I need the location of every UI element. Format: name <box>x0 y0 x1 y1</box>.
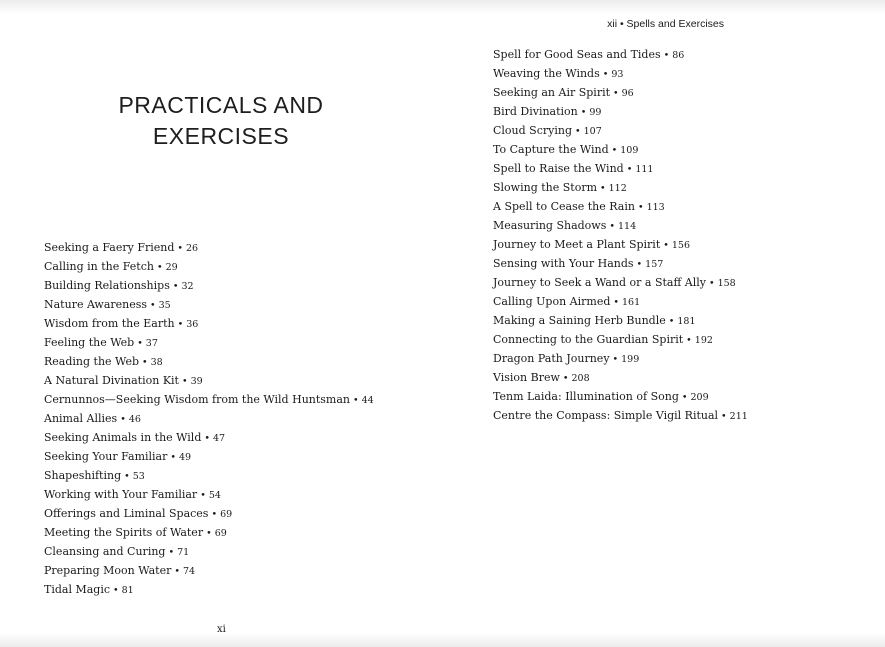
toc-entry <box>44 504 374 523</box>
toc-entry-title: Reading the Web <box>44 355 140 368</box>
toc-separator: • <box>168 547 175 558</box>
toc-separator: • <box>353 395 359 406</box>
toc-entry <box>493 178 748 197</box>
toc-entry <box>493 273 748 292</box>
toc-entry-title: A Spell to Cease the Rain <box>493 200 635 213</box>
toc-entry <box>44 238 374 257</box>
toc-separator: • <box>177 319 184 330</box>
toc-page-number: 114 <box>617 221 637 232</box>
toc-entry-title: Seeking an Air Spirit <box>493 86 611 99</box>
toc-entry <box>44 314 374 333</box>
toc-entry <box>44 485 374 504</box>
toc-entry-title: Making a Saining Herb Bundle <box>493 314 666 327</box>
toc-entry <box>493 140 748 159</box>
toc-entry <box>493 368 748 387</box>
toc-separator: • <box>156 262 163 273</box>
toc-separator: • <box>600 183 606 194</box>
toc-separator: • <box>137 338 143 349</box>
toc-page-number: 107 <box>583 126 602 137</box>
toc-entry-title: Journey to Seek a Wand or a Staff Ally <box>493 276 706 289</box>
running-head: xii • Spells and Exercises <box>607 18 724 30</box>
toc-entry <box>44 276 374 295</box>
toc-separator: • <box>708 278 715 289</box>
toc-entry <box>44 257 374 276</box>
toc-entry-title: Cloud Scrying <box>493 124 572 137</box>
toc-page-number: 96 <box>621 88 634 99</box>
toc-page-number: 69 <box>220 509 233 520</box>
toc-entry <box>44 428 374 447</box>
toc-page-number: 113 <box>646 202 665 213</box>
toc-separator: • <box>636 259 643 270</box>
toc-separator: • <box>206 528 212 539</box>
toc-separator: • <box>637 202 644 213</box>
toc-page-number: 74 <box>182 566 196 577</box>
toc-separator: • <box>668 316 675 327</box>
toc-entry-title: Offerings and Liminal Spaces <box>44 507 209 520</box>
toc-page-number: 111 <box>635 164 654 175</box>
toc-entry-title: Preparing Moon Water <box>44 564 172 577</box>
toc-entry-title: A Natural Divination Kit <box>44 374 179 387</box>
toc-separator: • <box>211 509 218 520</box>
toc-separator: • <box>611 145 618 156</box>
toc-separator: • <box>721 411 727 422</box>
toc-page-number: 71 <box>177 547 190 558</box>
toc-entry <box>493 311 748 330</box>
toc-separator: • <box>177 243 183 254</box>
toc-entry-title: Centre the Compass: Simple Vigil Ritual <box>493 409 719 422</box>
toc-entry-title: Bird Divination <box>493 105 578 118</box>
toc-page-number: 161 <box>621 297 641 308</box>
toc-page-number: 53 <box>132 471 145 482</box>
toc-entry <box>493 64 748 83</box>
toc-entry-title: Animal Allies <box>44 412 118 425</box>
toc-entry <box>44 466 374 485</box>
toc-entry-title: Building Relationships <box>44 279 170 292</box>
toc-entry-title: Meeting the Spirits of Water <box>44 526 204 539</box>
toc-separator: • <box>681 392 688 403</box>
toc-page-number: 109 <box>620 145 639 156</box>
toc-entry <box>493 387 748 406</box>
toc-page-number: 69 <box>214 528 227 539</box>
toc-separator: • <box>613 297 619 308</box>
toc-separator: • <box>613 88 619 99</box>
toc-page-number: 99 <box>589 107 602 118</box>
toc-entry-title: Feeling the Web <box>44 336 135 349</box>
toc-page-number: 112 <box>608 183 627 194</box>
toc-separator: • <box>120 414 126 425</box>
right-page <box>442 0 885 647</box>
toc-page-number: 158 <box>717 278 736 289</box>
toc-separator: • <box>686 335 692 346</box>
toc-separator: • <box>124 471 130 482</box>
toc-separator: • <box>626 164 633 175</box>
toc-separator: • <box>170 452 176 463</box>
toc-entry-title: To Capture the Wind <box>493 143 609 156</box>
page-title <box>0 90 442 152</box>
toc-page-number: 38 <box>150 357 163 368</box>
toc-page-number: 156 <box>671 240 690 251</box>
toc-page-number: 209 <box>690 392 709 403</box>
toc-page-number: 44 <box>361 395 374 406</box>
toc-entry <box>44 352 374 371</box>
toc-page-number: 157 <box>645 259 664 270</box>
toc-separator: • <box>562 373 569 384</box>
toc-entry <box>493 45 748 64</box>
toc-page-number: 54 <box>208 490 221 501</box>
toc-page-number: 86 <box>672 50 685 61</box>
toc-entry-title: Weaving the Winds <box>493 67 600 80</box>
toc-separator: • <box>663 50 670 61</box>
toc-separator: • <box>663 240 669 251</box>
toc-page-number: 36 <box>186 319 199 330</box>
toc-entry-title: Cleansing and Curing <box>44 545 166 558</box>
toc-entry <box>493 406 748 425</box>
toc-entry <box>493 292 748 311</box>
toc-page-number: 211 <box>729 411 748 422</box>
toc-page-number: 199 <box>621 354 640 365</box>
title-line-2: EXERCISES <box>152 123 290 149</box>
toc-entry-title: Sensing with Your Hands <box>493 257 634 270</box>
toc-separator: • <box>113 585 119 596</box>
toc-entry <box>44 447 374 466</box>
toc-entry <box>493 349 748 368</box>
toc-entry <box>493 330 748 349</box>
toc-entry-title: Calling in the Fetch <box>44 260 154 273</box>
toc-entry-title: Working with Your Familiar <box>44 488 198 501</box>
toc-entry <box>44 542 374 561</box>
toc-page-number: 47 <box>212 433 226 444</box>
toc-page-number: 49 <box>178 452 192 463</box>
toc-list-right <box>493 45 748 425</box>
toc-page-number: 29 <box>165 262 178 273</box>
toc-page-number: 46 <box>128 414 141 425</box>
toc-entry <box>44 390 374 409</box>
toc-entry-title: Shapeshifting <box>44 469 122 482</box>
toc-entry <box>493 102 748 121</box>
title-line-1: PRACTICALS AND <box>118 92 324 118</box>
toc-entry <box>493 235 748 254</box>
left-page <box>0 0 442 647</box>
toc-entry <box>44 333 374 352</box>
toc-entry <box>44 561 374 580</box>
toc-page-number: 26 <box>186 243 199 254</box>
toc-entry-title: Seeking a Faery Friend <box>44 241 175 254</box>
toc-separator: • <box>609 221 615 232</box>
toc-separator: • <box>174 566 180 577</box>
toc-page-number: 35 <box>158 300 171 311</box>
toc-entry-title: Tenm Laida: Illumination of Song <box>493 390 679 403</box>
toc-page-number: 93 <box>611 69 624 80</box>
toc-list-left <box>44 238 374 599</box>
toc-entry-title: Vision Brew <box>493 371 560 384</box>
toc-entry <box>493 254 748 273</box>
toc-separator: • <box>142 357 148 368</box>
toc-separator: • <box>612 354 619 365</box>
toc-separator: • <box>602 69 609 80</box>
toc-entry <box>493 197 748 216</box>
toc-page-number: 37 <box>145 338 158 349</box>
toc-entry-title: Calling Upon Airmed <box>493 295 611 308</box>
toc-separator: • <box>580 107 587 118</box>
toc-entry <box>493 121 748 140</box>
toc-entry <box>44 580 374 599</box>
toc-page-number: 181 <box>677 316 696 327</box>
toc-separator: • <box>172 281 179 292</box>
toc-separator: • <box>204 433 210 444</box>
toc-entry <box>44 523 374 542</box>
toc-separator: • <box>181 376 188 387</box>
toc-entry-title: Wisdom from the Earth <box>44 317 175 330</box>
toc-page-number: 32 <box>181 281 194 292</box>
toc-separator: • <box>575 126 581 137</box>
toc-entry <box>44 295 374 314</box>
toc-entry <box>493 83 748 102</box>
toc-entry-title: Spell to Raise the Wind <box>493 162 624 175</box>
toc-entry <box>493 159 748 178</box>
toc-entry-title: Slowing the Storm <box>493 181 598 194</box>
toc-entry-title: Tidal Magic <box>44 583 111 596</box>
toc-entry-title: Spell for Good Seas and Tides <box>493 48 661 61</box>
toc-page-number: 39 <box>190 376 203 387</box>
toc-entry <box>44 371 374 390</box>
toc-entry-title: Dragon Path Journey <box>493 352 610 365</box>
toc-entry <box>493 216 748 235</box>
toc-page-number: 208 <box>571 373 590 384</box>
toc-entry-title: Nature Awareness <box>44 298 148 311</box>
page-number: xi <box>217 624 226 635</box>
toc-entry-title: Connecting to the Guardian Spirit <box>493 333 684 346</box>
toc-entry-title: Seeking Animals in the Wild <box>44 431 202 444</box>
toc-page-number: 81 <box>121 585 134 596</box>
toc-entry-title: Measuring Shadows <box>493 219 607 232</box>
toc-separator: • <box>200 490 206 501</box>
toc-separator: • <box>150 300 156 311</box>
toc-entry-title: Cernunnos—Seeking Wisdom from the Wild Huntsman <box>44 393 350 406</box>
toc-entry <box>44 409 374 428</box>
toc-page-number: 192 <box>694 335 713 346</box>
toc-entry-title: Seeking Your Familiar <box>44 450 168 463</box>
toc-entry-title: Journey to Meet a Plant Spirit <box>493 238 661 251</box>
